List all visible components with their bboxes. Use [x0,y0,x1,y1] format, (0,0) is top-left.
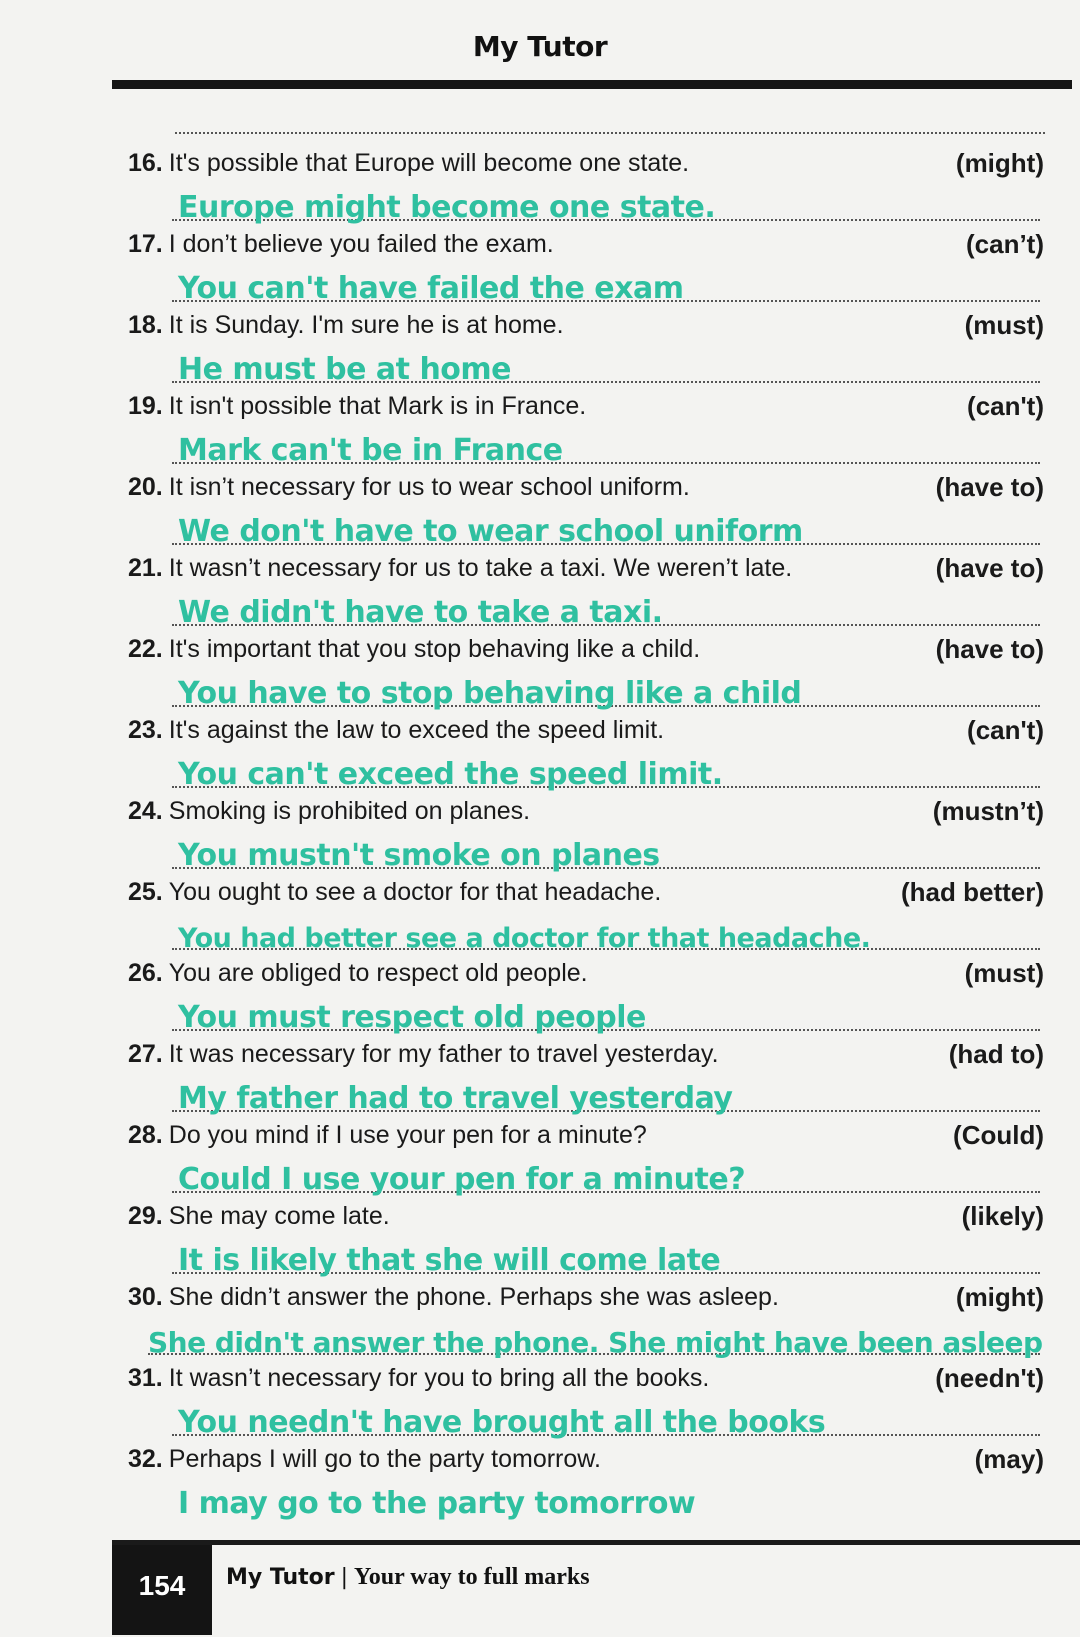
question-text: She may come late. [168,1202,390,1230]
question-row [128,1361,1048,1395]
answer-line [172,910,1040,954]
question-row [128,632,1048,666]
question-number: 31. [128,1364,163,1392]
exercise-item-17 [128,227,1048,305]
modal-hint: (have to) [935,634,1044,664]
answer-line [172,181,1040,225]
exercise-item-19 [128,389,1048,467]
question-text: It was necessary for my father to travel yesterday. [168,1040,719,1068]
modal-hint: (likely) [961,1201,1044,1231]
question-number: 28. [128,1121,163,1149]
question-number: 19. [128,392,163,420]
question-row [128,1199,1048,1233]
answer-line [172,748,1040,792]
header-title: My Tutor [472,30,608,63]
page-header [0,0,1080,96]
answer-text: She didn't answer the phone. She might have been asleep [148,1326,1043,1359]
answer-text: You can't exceed the speed limit. [178,757,723,792]
answer-text: You can't have failed the exam [178,271,684,306]
exercise-item-28 [128,1118,1048,1196]
question-number: 22. [128,635,163,663]
answer-line [172,1477,1040,1521]
question-number: 23. [128,716,163,744]
question-text: It's possible that Europe will become one state. [168,149,690,177]
modal-hint: (had better) [901,877,1044,907]
question-text: It wasn’t necessary for us to take a taxi. We weren’t late. [168,554,793,582]
modal-hint: (might) [955,1282,1044,1312]
answer-text: It is likely that she will come late [178,1243,721,1278]
modal-hint: (can’t) [966,229,1044,259]
answer-line [172,829,1040,873]
question-number: 21. [128,554,163,582]
question-text: It wasn’t necessary for you to bring all the books. [168,1364,710,1392]
question-number: 18. [128,311,163,339]
exercise-item-31 [128,1361,1048,1439]
question-text: She didn’t answer the phone. Perhaps she was asleep. [168,1283,779,1311]
exercise-item-18 [128,308,1048,386]
question-number: 30. [128,1283,163,1311]
exercise-item-16 [128,146,1048,224]
question-text: It's important that you stop behaving like a child. [168,635,701,663]
footer-tagline: Your way to full marks [354,1564,590,1590]
question-number: 16. [128,149,163,177]
exercise-item-32 [128,1442,1048,1522]
answer-text: You have to stop behaving like a child [178,676,802,711]
question-text: It isn’t necessary for us to wear school uniform. [168,473,690,501]
question-row [128,1118,1048,1152]
answer-line [148,1315,1043,1359]
exercise-item-26 [128,956,1048,1034]
answer-line [172,424,1040,468]
answer-line [172,343,1040,387]
modal-hint: (must) [964,958,1044,988]
exercise-item-27 [128,1037,1048,1115]
question-row [128,794,1048,828]
exercise-item-24 [128,794,1048,872]
question-row [128,146,1048,180]
answer-line [172,1396,1040,1440]
answer-text: Could I use your pen for a minute? [178,1162,746,1197]
question-row [128,308,1048,342]
modal-hint: (Could) [953,1120,1044,1150]
exercise-item-25 [128,875,1048,953]
top-dotted-line [175,132,1045,134]
footer-brand-name: My Tutor [226,1565,335,1590]
answer-text: We didn't have to take a taxi. [178,595,663,630]
modal-hint: (can't) [967,391,1044,421]
modal-hint: (might) [955,148,1044,178]
modal-hint: (needn't) [935,1363,1044,1393]
answer-text: You needn't have brought all the books [178,1405,826,1440]
exercise-item-21 [128,551,1048,629]
question-text: You are obliged to respect old people. [168,959,588,987]
question-number: 24. [128,797,163,825]
question-number: 29. [128,1202,163,1230]
modal-hint: (had to) [948,1039,1044,1069]
question-row [128,389,1048,423]
modal-hint: (may) [974,1444,1044,1474]
question-number: 25. [128,878,163,906]
question-text: Perhaps I will go to the party tomorrow. [168,1445,601,1473]
answer-text: I may go to the party tomorrow [178,1486,696,1521]
question-number: 17. [128,230,163,258]
question-number: 26. [128,959,163,987]
answer-text: Europe might become one state. [178,190,716,225]
question-text: Do you mind if I use your pen for a minute? [168,1121,647,1149]
exercise-item-20 [128,470,1048,548]
footer-rule [112,1540,1080,1545]
question-text: It isn't possible that Mark is in France. [168,392,587,420]
answer-text: We don't have to wear school uniform [178,514,803,549]
header-rule [112,80,1072,89]
modal-hint: (mustn’t) [932,796,1044,826]
answer-line [172,1234,1040,1278]
answer-text: Mark can't be in France [178,433,563,468]
modal-hint: (must) [964,310,1044,340]
question-text: It is Sunday. I'm sure he is at home. [168,311,564,339]
footer-brand [226,1564,590,1591]
question-row [128,713,1048,747]
footer-separator: | [340,1565,349,1590]
question-row [128,1442,1048,1476]
question-row [128,470,1048,504]
answer-line [172,262,1040,306]
question-row [128,1037,1048,1071]
question-row [128,1280,1048,1314]
question-row [128,227,1048,261]
question-row [128,956,1048,990]
question-text: Smoking is prohibited on planes. [168,797,531,825]
exercise-item-30 [128,1280,1048,1358]
question-number: 32. [128,1445,163,1473]
modal-hint: (have to) [935,472,1044,502]
answer-text: My father had to travel yesterday [178,1081,733,1116]
page-footer [0,1540,1080,1637]
exercise-item-23 [128,713,1048,791]
question-text: I don’t believe you failed the exam. [168,230,554,258]
modal-hint: (have to) [935,553,1044,583]
answer-text: You must respect old people [178,1000,646,1035]
question-text: You ought to see a doctor for that headache. [168,878,662,906]
answer-text: He must be at home [178,352,512,387]
modal-hint: (can't) [967,715,1044,745]
answer-line [172,1153,1040,1197]
answer-line [172,1072,1040,1116]
exercise-item-22 [128,632,1048,710]
answer-text: You had better see a doctor for that headache. [178,923,871,954]
question-row [128,551,1048,585]
page-number: 154 [112,1545,212,1635]
question-number: 20. [128,473,163,501]
answer-line [172,991,1040,1035]
answer-text: You mustn't smoke on planes [178,838,660,873]
answer-line [172,586,1040,630]
answer-line [172,505,1040,549]
question-number: 27. [128,1040,163,1068]
answer-line [172,667,1040,711]
question-text: It's against the law to exceed the speed limit. [168,716,665,744]
exercise-item-29 [128,1199,1048,1277]
